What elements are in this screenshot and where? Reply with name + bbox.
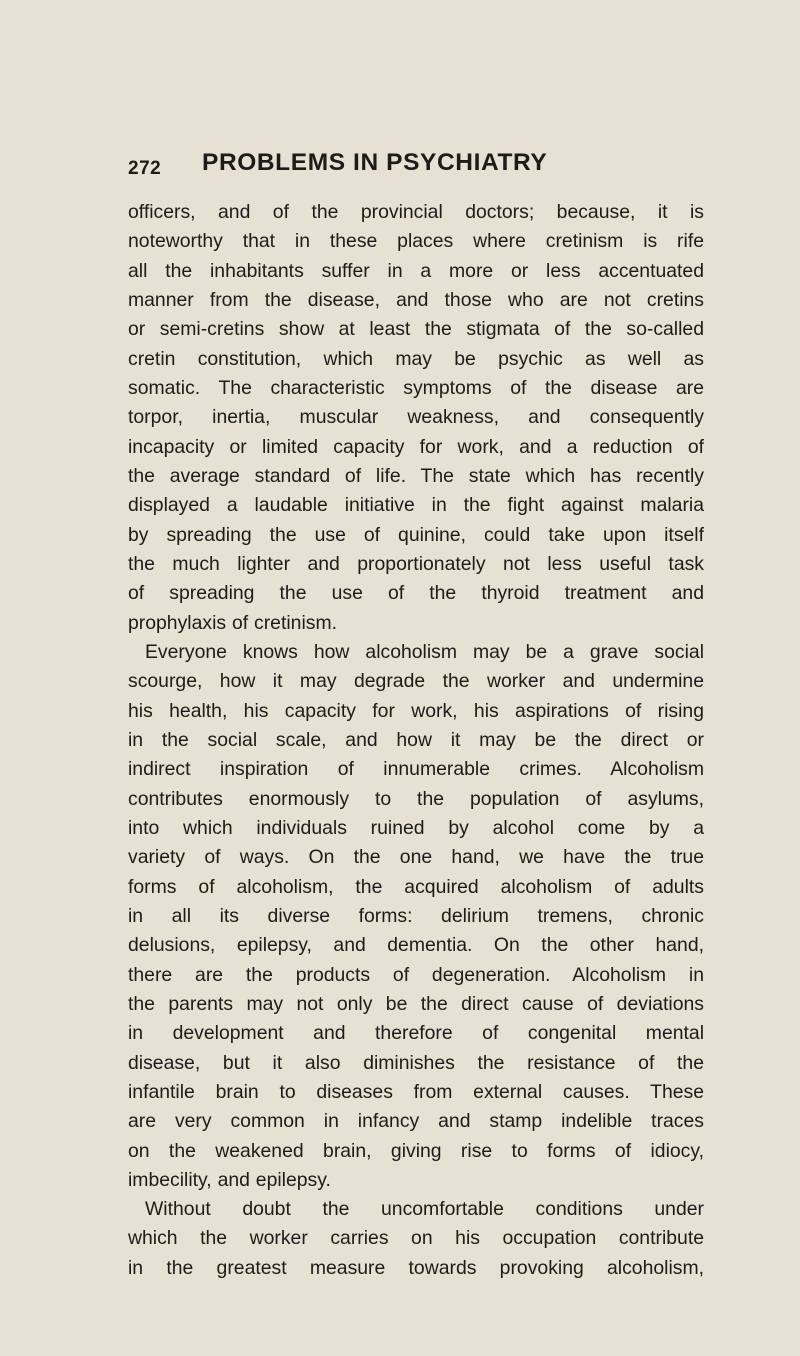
text-line: in development and therefore of congenital mental xyxy=(128,1022,704,1045)
paragraph-end-line: prophylaxis of cretinism. xyxy=(128,611,337,634)
text-line: of spreading the use of the thyroid treatment and xyxy=(128,582,704,605)
text-line: the parents may not only be the direct cause of deviations xyxy=(128,992,704,1015)
text-line: in the social scale, and how it may be the direct or xyxy=(128,728,704,751)
page-number: 272 xyxy=(128,158,162,179)
text-line: his health, his capacity for work, his aspirations of rising xyxy=(128,699,704,722)
text-line: on the weakened brain, giving rise to forms of idiocy, xyxy=(128,1139,704,1162)
text-line: all the inhabitants suffer in a more or less accentuated xyxy=(128,259,704,282)
text-line: displayed a laudable initiative in the fight against malaria xyxy=(128,494,704,517)
text-line: somatic. The characteristic symptoms of the disease are xyxy=(128,376,704,399)
body-text xyxy=(128,198,704,1283)
running-head: PROBLEMS IN PSYCHIATRY xyxy=(202,149,548,176)
text-line: scourge, how it may degrade the worker and undermine xyxy=(128,670,704,693)
paragraph-end-line: imbecility, and epilepsy. xyxy=(128,1168,331,1191)
text-line: cretin constitution, which may be psychic as well as xyxy=(128,347,704,370)
text-line: forms of alcoholism, the acquired alcoholism of adults xyxy=(128,875,704,898)
text-line: the much lighter and proportionately not less useful task xyxy=(128,552,704,575)
text-line: in all its diverse forms: delirium tremens, chronic xyxy=(128,904,704,927)
text-line: incapacity or limited capacity for work, and a reduction of xyxy=(128,435,704,458)
text-line: by spreading the use of quinine, could take upon itself xyxy=(128,523,704,546)
text-line: in the greatest measure towards provoking alcoholism, xyxy=(128,1256,704,1279)
text-line: delusions, epilepsy, and dementia. On the other hand, xyxy=(128,934,704,957)
text-line: indirect inspiration of innumerable crimes. Alcoholism xyxy=(128,758,704,781)
text-line: or semi-cretins show at least the stigmata of the so-called xyxy=(128,318,704,341)
text-line: torpor, inertia, muscular weakness, and consequently xyxy=(128,406,704,429)
paragraph-start-line: Without doubt the uncomfortable conditions under xyxy=(145,1198,704,1221)
text-line: contributes enormously to the population of asylums, xyxy=(128,787,704,810)
text-line: noteworthy that in these places where cretinism is rife xyxy=(128,230,704,253)
text-line: infantile brain to diseases from external causes. These xyxy=(128,1080,704,1103)
paragraph-start-line: Everyone knows how alcoholism may be a grave social xyxy=(145,640,704,663)
page-header xyxy=(128,149,728,181)
text-line: into which individuals ruined by alcohol come by a xyxy=(128,816,704,839)
text-line: officers, and of the provincial doctors; because, it is xyxy=(128,201,704,223)
text-line: disease, but it also diminishes the resistance of the xyxy=(128,1051,704,1074)
text-line: are very common in infancy and stamp indelible traces xyxy=(128,1110,704,1133)
text-line: which the worker carries on his occupation contribute xyxy=(128,1227,704,1250)
text-line: there are the products of degeneration. Alcoholism in xyxy=(128,963,704,986)
text-line: the average standard of life. The state which has recently xyxy=(128,464,704,487)
text-line: variety of ways. On the one hand, we have the true xyxy=(128,846,704,869)
text-line: manner from the disease, and those who are not cretins xyxy=(128,288,704,311)
